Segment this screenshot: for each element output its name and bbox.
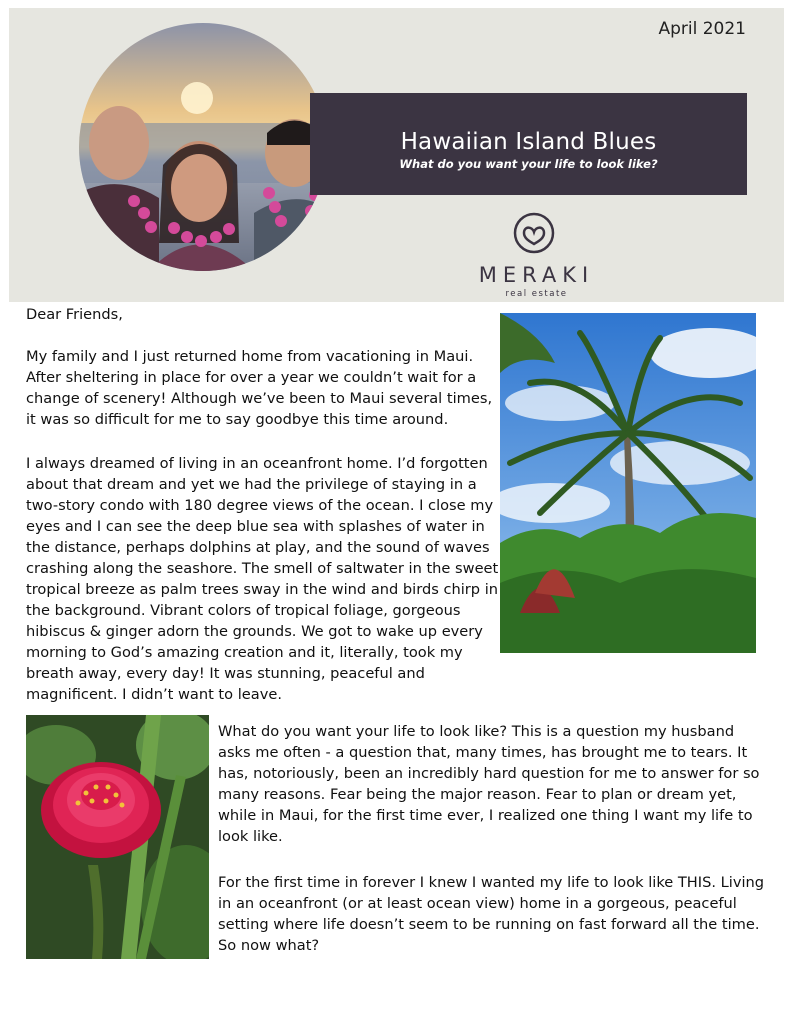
family-photo xyxy=(79,23,327,271)
letter-paragraph-4: For the first time in forever I knew I wanted my life to look like THIS. Living in an oceanfront (or at least ocean view) home in a gorgeous, peaceful setting where life doesn’t seem to be running on fast forward all the time. So now what? xyxy=(218,874,765,954)
logo-tagline: real estate xyxy=(505,289,568,299)
letter-paragraph-1: My family and I just returned home from vacationing in Maui. After sheltering in place for over a year we couldn’t wait for a change of scenery! Although we’ve been to Maui several times, it was so difficult for me to say goodbye this time around. xyxy=(26,348,493,428)
ginger-flower-photo xyxy=(26,715,209,959)
header-banner xyxy=(9,8,784,302)
letter-paragraph-2: I always dreamed of living in an oceanfront home. I’d forgotten about that dream and yet we had the privilege of staying in a two-story condo with 180 degree views of the ocean. I close my eyes and I can see the deep blue sea with splashes of water in the distance, perhaps dolphins at play, and the sound of waves crashing along the seashore. The smell of saltwater in the sweet tropical breeze as palm trees sway in the wind and birds chirp in the background. Vibrant colors of tropical foliage, gorgeous hibiscus & ginger adorn the grounds. We got to wake up every morning to God’s amazing creation and it, literally, took my breath away, every day! It was stunning, peaceful and magnificent. I didn’t want to leave. xyxy=(26,455,499,703)
logo-name: MERAKI xyxy=(478,263,595,287)
title-bar xyxy=(310,93,747,195)
letter-greeting: Dear Friends, xyxy=(26,306,123,323)
palm-tree-photo xyxy=(500,313,756,653)
newsletter-title: Hawaiian Island Blues xyxy=(400,129,657,155)
issue-date: April 2021 xyxy=(658,19,746,39)
newsletter-subtitle: What do you want your life to look like? xyxy=(399,157,658,171)
meraki-logo-icon xyxy=(512,211,556,255)
letter-paragraph-3: What do you want your life to look like? This is a question my husband asks me often - a question that, many times, has brought me to tears. It has, notoriously, been an incredibly hard question for me to answer for so many reasons. Fear being the major reason. Fear to plan or dream yet, while in Maui, for the first time ever, I realized one thing I want my life to look like. xyxy=(218,723,760,845)
